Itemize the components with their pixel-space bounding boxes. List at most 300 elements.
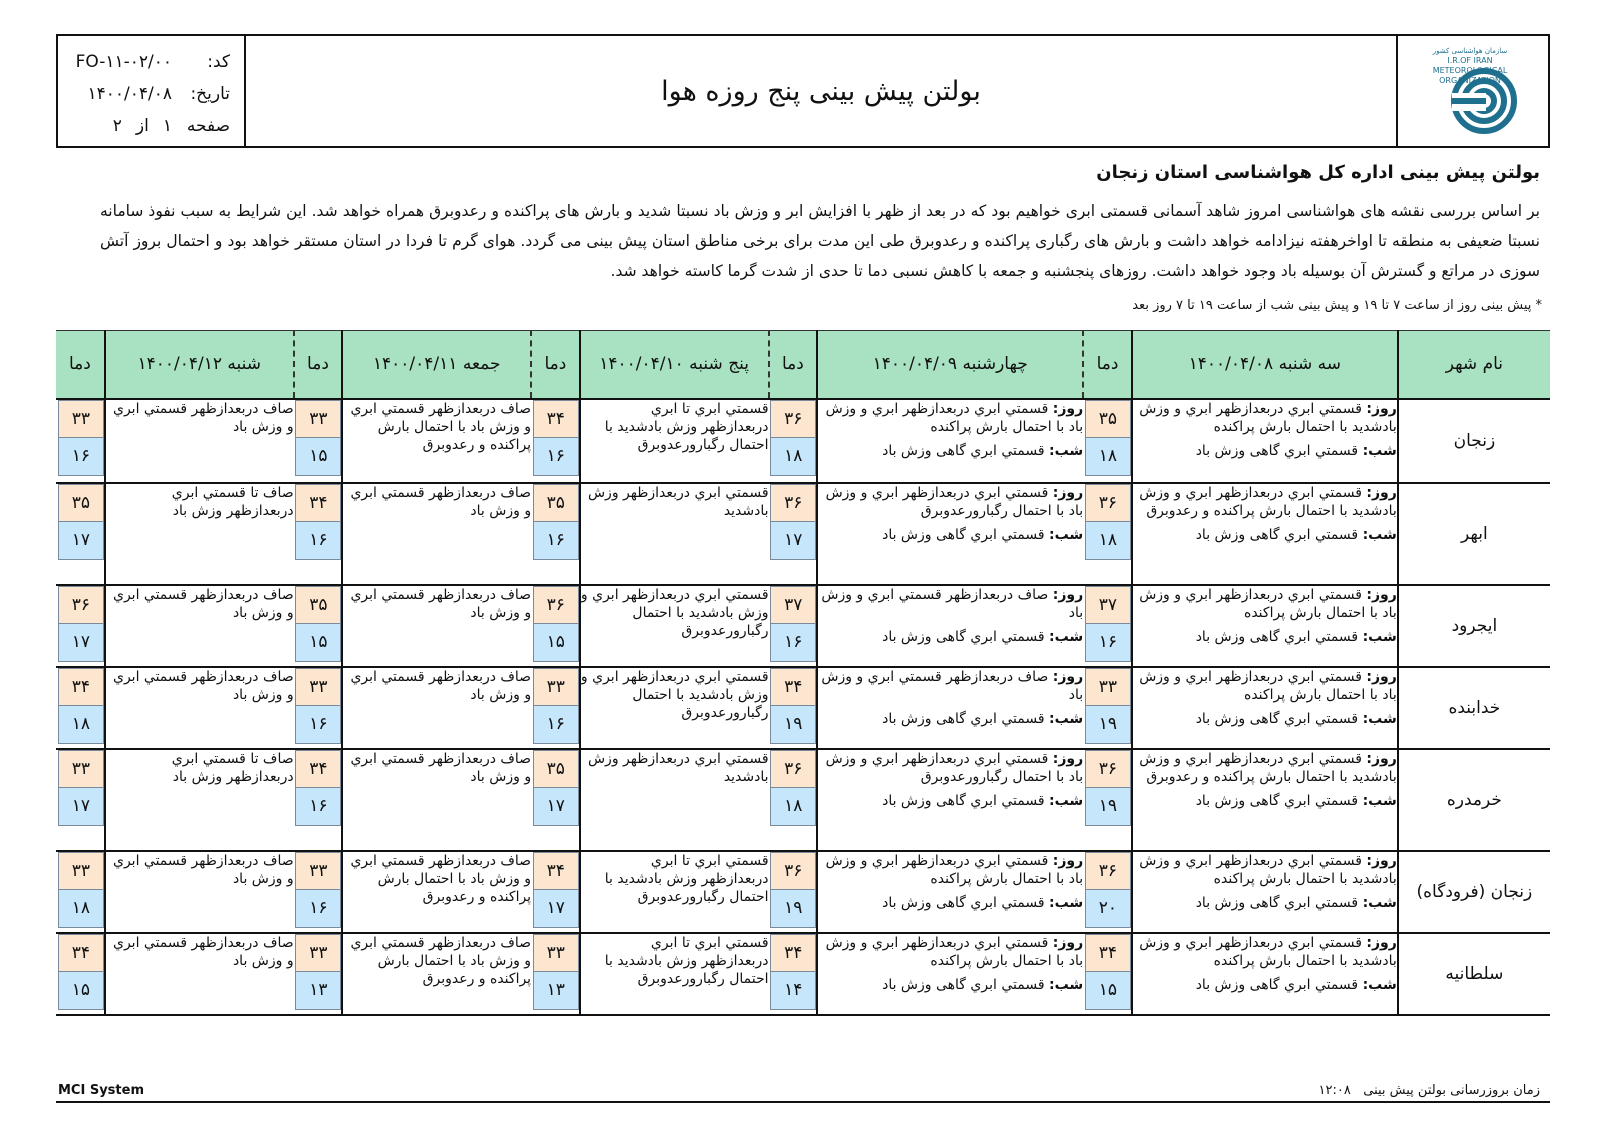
forecast-description xyxy=(580,933,769,1015)
forecast-description xyxy=(817,585,1083,667)
meteorological-organization-logo xyxy=(1396,36,1548,146)
max-temperature: ۳۵ xyxy=(295,586,341,624)
forecast-text: صاف دربعدازظهر قسمتي ابري و وزش باد xyxy=(112,668,294,703)
city-name: زنجان xyxy=(1398,399,1550,483)
max-temperature: ۳۶ xyxy=(1085,852,1131,890)
temperature-cell xyxy=(56,483,105,585)
night-forecast-text: قسمتي ابري گاهی وزش باد xyxy=(1195,792,1359,809)
date-value: ۱۴۰۰/۰۴/۰۸ xyxy=(87,84,172,104)
night-label: شب: xyxy=(1362,894,1397,911)
day-forecast xyxy=(818,852,1083,888)
night-forecast xyxy=(818,628,1083,646)
min-temperature: ۱۵ xyxy=(295,624,341,662)
day-forecast-text: قسمتي ابري دربعدازظهر ابري و وزش باد با احتمال رگبارورعدوبرق xyxy=(825,750,1084,785)
forecast-text: صاف دربعدازظهر قسمتي ابري و وزش باد xyxy=(112,934,294,969)
temperature-cell xyxy=(56,749,105,851)
day-forecast-text: صاف دربعدازظهر قسمتي ابري و وزش باد xyxy=(821,586,1084,621)
forecast-text: صاف دربعدازظهر قسمتي ابري و وزش باد xyxy=(350,750,532,785)
night-label: شب: xyxy=(1362,792,1397,809)
max-temperature: ۳۳ xyxy=(295,400,341,438)
day-label: روز: xyxy=(1052,750,1084,767)
forecast-description xyxy=(1132,851,1398,933)
day-forecast-text: قسمتي ابري دربعدازظهر ابري و وزش بادشدید با احتمال بارش پراکنده xyxy=(1139,400,1397,435)
day-forecast-text: قسمتي ابري دربعدازظهر ابري و وزش باد با احتمال بارش پراکنده xyxy=(1139,668,1397,703)
page-current: ۱ xyxy=(162,116,172,136)
day-forecast-text: قسمتي ابري دربعدازظهر ابري و وزش بادشدید با احتمال بارش پراکنده xyxy=(1139,852,1397,887)
page-of: از xyxy=(135,116,149,136)
temperature-cell xyxy=(294,483,343,585)
update-label: زمان بروزرسانی بولتن پیش بینی xyxy=(1363,1083,1540,1098)
day-forecast xyxy=(818,586,1083,622)
temperature-cell xyxy=(531,933,580,1015)
bulletin-header xyxy=(56,34,1550,148)
max-temperature: ۳۴ xyxy=(58,934,104,972)
table-row xyxy=(56,483,1550,585)
forecast-text: قسمتي ابري دربعدازظهر وزش بادشدید xyxy=(587,750,769,785)
day-forecast xyxy=(818,400,1083,436)
city-name: ایجرود xyxy=(1398,585,1550,667)
forecast-description xyxy=(105,399,294,483)
city-name: ابهر xyxy=(1398,483,1550,585)
forecast-description xyxy=(817,667,1083,749)
day-forecast xyxy=(818,934,1083,970)
forecast-text: صاف دربعدازظهر قسمتي ابري و وزش باد با احتمال بارش پراکنده و رعدوبرق xyxy=(350,400,532,453)
city-column-header: نام شهر xyxy=(1398,331,1550,399)
temperature-cell xyxy=(769,483,818,585)
min-temperature: ۱۵ xyxy=(533,624,579,662)
forecast-text: قسمتي ابري تا ابري دربعدازظهر وزش بادشدید با احتمال رگبارورعدوبرق xyxy=(604,852,769,905)
temp-header-2: دما xyxy=(769,331,818,399)
night-forecast xyxy=(818,442,1083,460)
day-forecast xyxy=(1133,484,1397,520)
temp-header-3: دما xyxy=(531,331,580,399)
temperature-cell xyxy=(1083,933,1132,1015)
city-name: زنجان (فرودگاه) xyxy=(1398,851,1550,933)
max-temperature: ۳۵ xyxy=(533,484,579,522)
max-temperature: ۳۳ xyxy=(295,668,341,706)
day-forecast-text: قسمتي ابري دربعدازظهر ابري و وزش بادشدید با احتمال بارش پراکنده xyxy=(1139,934,1397,969)
day-forecast-text: قسمتي ابري دربعدازظهر ابري و وزش باد با احتمال بارش پراکنده xyxy=(825,934,1084,969)
temperature-cell xyxy=(56,851,105,933)
forecast-description xyxy=(105,933,294,1015)
date-label: تاریخ: xyxy=(190,84,230,104)
forecast-text: قسمتي ابري دربعدازظهر ابري و وزش بادشدید با احتمال رگبارورعدوبرق xyxy=(580,668,769,721)
max-temperature: ۳۴ xyxy=(58,668,104,706)
night-forecast xyxy=(818,976,1083,994)
day-header-4: جمعه ۱۴۰۰/۰۴/۱۱ xyxy=(342,331,531,399)
night-label: شب: xyxy=(1362,526,1397,543)
forecast-description xyxy=(817,399,1083,483)
day-forecast-text: قسمتي ابري دربعدازظهر ابري و وزش باد با احتمال رگبارورعدوبرق xyxy=(825,484,1084,519)
min-temperature: ۱۶ xyxy=(295,706,341,744)
max-temperature: ۳۴ xyxy=(295,484,341,522)
day-label: روز: xyxy=(1366,400,1397,417)
night-label: شب: xyxy=(1362,976,1397,993)
system-name: MCI System xyxy=(58,1083,144,1098)
table-header-row xyxy=(56,331,1550,399)
min-temperature: ۱۸ xyxy=(1085,522,1131,560)
min-temperature: ۱۷ xyxy=(533,788,579,826)
min-temperature: ۱۶ xyxy=(295,788,341,826)
max-temperature: ۳۷ xyxy=(1085,586,1131,624)
temperature-cell xyxy=(294,851,343,933)
forecast-description xyxy=(105,749,294,851)
min-temperature: ۱۶ xyxy=(58,438,104,476)
forecast-text: قسمتي ابري تا ابري دربعدازظهر وزش بادشدید با احتمال رگبارورعدوبرق xyxy=(604,400,769,453)
day-label: روز: xyxy=(1052,934,1084,951)
temperature-cell xyxy=(531,585,580,667)
day-forecast xyxy=(1133,934,1397,970)
day-label: روز: xyxy=(1052,484,1084,501)
night-forecast xyxy=(1133,526,1397,544)
forecast-description xyxy=(580,585,769,667)
table-row xyxy=(56,667,1550,749)
logo-text-meteorological: METEOROLOGICAL xyxy=(1432,66,1508,75)
min-temperature: ۱۷ xyxy=(58,788,104,826)
city-name: سلطانیه xyxy=(1398,933,1550,1015)
forecast-description xyxy=(105,483,294,585)
temperature-cell xyxy=(294,585,343,667)
day-label: روز: xyxy=(1366,586,1397,603)
min-temperature: ۱۳ xyxy=(533,972,579,1010)
forecast-description xyxy=(580,851,769,933)
night-forecast-text: قسمتي ابري گاهی وزش باد xyxy=(1195,442,1359,459)
night-forecast xyxy=(1133,792,1397,810)
night-label: شب: xyxy=(1362,710,1397,727)
night-label: شب: xyxy=(1048,628,1084,645)
temperature-cell xyxy=(1083,399,1132,483)
night-forecast-text: قسمتي ابري گاهی وزش باد xyxy=(1195,710,1359,727)
forecast-text: صاف تا قسمتي ابري دربعدازظهر وزش باد xyxy=(171,750,294,785)
max-temperature: ۳۷ xyxy=(770,586,816,624)
max-temperature: ۳۳ xyxy=(533,668,579,706)
max-temperature: ۳۶ xyxy=(770,484,816,522)
max-temperature: ۳۴ xyxy=(1085,934,1131,972)
night-label: شب: xyxy=(1048,526,1084,543)
min-temperature: ۱۵ xyxy=(58,972,104,1010)
city-name: خرمدره xyxy=(1398,749,1550,851)
temp-header-1: دما xyxy=(1083,331,1132,399)
max-temperature: ۳۳ xyxy=(295,934,341,972)
forecast-text: صاف تا قسمتي ابري دربعدازظهر وزش باد xyxy=(171,484,294,519)
day-forecast xyxy=(1133,400,1397,436)
night-forecast xyxy=(818,894,1083,912)
page-label: صفحه xyxy=(186,116,230,136)
night-forecast xyxy=(1133,628,1397,646)
day-forecast-text: قسمتي ابري دربعدازظهر ابري و وزش باد با احتمال بارش پراکنده xyxy=(825,400,1084,435)
temperature-cell xyxy=(769,851,818,933)
night-forecast-text: قسمتي ابري گاهی وزش باد xyxy=(882,894,1045,911)
code-row xyxy=(58,46,230,78)
forecast-description xyxy=(105,851,294,933)
day-forecast-text: قسمتي ابري دربعدازظهر ابري و وزش باد با احتمال بارش پراکنده xyxy=(1139,586,1397,621)
forecast-description xyxy=(580,483,769,585)
temperature-cell xyxy=(531,749,580,851)
day-label: روز: xyxy=(1052,852,1084,869)
forecast-description xyxy=(1132,749,1398,851)
day-header-3: پنج شنبه ۱۴۰۰/۰۴/۱۰ xyxy=(580,331,769,399)
max-temperature: ۳۴ xyxy=(533,400,579,438)
forecast-description xyxy=(1132,585,1398,667)
night-label: شب: xyxy=(1048,442,1084,459)
day-label: روز: xyxy=(1366,852,1397,869)
temperature-cell xyxy=(769,749,818,851)
forecast-description xyxy=(105,667,294,749)
forecast-text: قسمتي ابري دربعدازظهر وزش بادشدید xyxy=(587,484,769,519)
forecast-description xyxy=(342,933,531,1015)
night-label: شب: xyxy=(1362,442,1397,459)
forecast-description xyxy=(1132,399,1398,483)
max-temperature: ۳۴ xyxy=(533,852,579,890)
forecast-description xyxy=(1132,667,1398,749)
intro-title: بولتن پیش بینی اداره کل هواشناسی استان زنجان xyxy=(1096,162,1540,183)
min-temperature: ۱۸ xyxy=(770,438,816,476)
min-temperature: ۱۷ xyxy=(533,890,579,928)
temperature-cell xyxy=(56,585,105,667)
max-temperature: ۳۶ xyxy=(770,750,816,788)
forecast-description xyxy=(817,933,1083,1015)
day-forecast xyxy=(1133,750,1397,786)
min-temperature: ۱۸ xyxy=(58,706,104,744)
day-header-1: سه شنبه ۱۴۰۰/۰۴/۰۸ xyxy=(1132,331,1398,399)
temperature-cell xyxy=(1083,483,1132,585)
night-forecast-text: قسمتي ابري گاهی وزش باد xyxy=(1195,526,1359,543)
forecast-text: صاف دربعدازظهر قسمتي ابري و وزش باد xyxy=(112,586,294,621)
day-forecast-text: قسمتي ابري دربعدازظهر ابري و وزش بادشدید با احتمال بارش پراکنده و رعدوبرق xyxy=(1139,484,1397,519)
forecast-text: صاف دربعدازظهر قسمتي ابري و وزش باد xyxy=(350,668,532,703)
logo-text-iran: I.R.OF IRAN xyxy=(1447,56,1493,65)
night-forecast-text: قسمتي ابري گاهی وزش باد xyxy=(1195,894,1359,911)
code-label: کد: xyxy=(207,52,230,72)
day-forecast xyxy=(818,484,1083,520)
max-temperature: ۳۳ xyxy=(533,934,579,972)
forecast-description xyxy=(342,667,531,749)
night-forecast-text: قسمتي ابري گاهی وزش باد xyxy=(1195,976,1359,993)
min-temperature: ۱۳ xyxy=(295,972,341,1010)
night-label: شب: xyxy=(1048,710,1084,727)
min-temperature: ۱۹ xyxy=(770,890,816,928)
forecast-description xyxy=(580,667,769,749)
min-temperature: ۱۸ xyxy=(1085,438,1131,476)
min-temperature: ۱۶ xyxy=(770,624,816,662)
day-label: روز: xyxy=(1366,668,1397,685)
night-forecast xyxy=(818,710,1083,728)
day-label: روز: xyxy=(1052,586,1084,603)
day-label: روز: xyxy=(1366,750,1397,767)
forecast-text: صاف دربعدازظهر قسمتي ابري و وزش باد xyxy=(112,400,294,435)
table-row xyxy=(56,399,1550,483)
temperature-cell xyxy=(1083,585,1132,667)
forecast-text: صاف دربعدازظهر قسمتي ابري و وزش باد xyxy=(350,586,532,621)
forecast-text: صاف دربعدازظهر قسمتي ابري و وزش باد با احتمال بارش پراکنده و رعدوبرق xyxy=(350,934,532,987)
logo-text-fa: سازمان هواشناسی کشور xyxy=(1432,47,1508,55)
intro-text: بر اساس بررسی نقشه های هواشناسی امروز شاهد آسمانی قسمتی ابری خواهیم بود که در بعد از ظهر با افزایش ابر و وزش باد نسبتا شدید و بارش های پراکنده و رعدوبرق همراه خواهد شد. این شرایط به سبب نفوذ سامانه نسبتا ضعیفی به منطقه تا اواخرهفته نیزادامه خواهد داشت و بارش های رگباری پراکنده و رعدوبرق طی این مدت برای برخی مناطق استان پیش بینی می گردد. هوای گرم تا فردا در استان مستقر خواهد بود و احتمال بروز آتش سوزی در مراتع و گسترش آن بوسیله باد وجود خواهد داشت. روزهای پنجشنبه و جمعه با کاهش نسبی دما تا حدی از شدت گرما کاسته خواهد شد. xyxy=(100,202,1540,280)
night-forecast-text: قسمتي ابري گاهی وزش باد xyxy=(882,526,1045,543)
night-forecast-text: قسمتي ابري گاهی وزش باد xyxy=(882,710,1045,727)
table-row xyxy=(56,933,1550,1015)
temperature-cell xyxy=(56,399,105,483)
min-temperature: ۱۵ xyxy=(1085,972,1131,1010)
max-temperature: ۳۳ xyxy=(58,400,104,438)
temp-header-5: دما xyxy=(56,331,105,399)
min-temperature: ۱۹ xyxy=(1085,706,1131,744)
min-temperature: ۱۶ xyxy=(533,706,579,744)
day-forecast xyxy=(1133,852,1397,888)
forecast-text: صاف دربعدازظهر قسمتي ابري و وزش باد xyxy=(112,852,294,887)
temperature-cell xyxy=(769,585,818,667)
temperature-cell xyxy=(294,399,343,483)
forecast-description xyxy=(105,585,294,667)
night-label: شب: xyxy=(1048,792,1084,809)
update-time-info xyxy=(1319,1083,1540,1098)
night-forecast xyxy=(1133,976,1397,994)
day-forecast xyxy=(818,750,1083,786)
max-temperature: ۳۳ xyxy=(58,750,104,788)
temperature-cell xyxy=(1083,667,1132,749)
page-title: بولتن پیش بینی پنج روزه هوا xyxy=(661,75,981,107)
min-temperature: ۱۶ xyxy=(533,522,579,560)
forecast-text: قسمتي ابري دربعدازظهر ابري و وزش بادشدید با احتمال رگبارورعدوبرق xyxy=(580,586,769,639)
footer-divider xyxy=(56,1101,1550,1103)
temperature-cell xyxy=(531,483,580,585)
forecast-description xyxy=(817,483,1083,585)
min-temperature: ۱۷ xyxy=(58,624,104,662)
min-temperature: ۱۷ xyxy=(770,522,816,560)
update-time: ۱۲:۰۸ xyxy=(1318,1083,1351,1098)
max-temperature: ۳۶ xyxy=(1085,750,1131,788)
temperature-cell xyxy=(769,933,818,1015)
page-total: ۲ xyxy=(112,116,122,136)
max-temperature: ۳۳ xyxy=(1085,668,1131,706)
forecast-description xyxy=(342,749,531,851)
day-label: روز: xyxy=(1366,484,1397,501)
night-forecast-text: قسمتي ابري گاهی وزش باد xyxy=(882,976,1045,993)
min-temperature: ۱۸ xyxy=(58,890,104,928)
min-temperature: ۱۴ xyxy=(770,972,816,1010)
min-temperature: ۱۹ xyxy=(1085,788,1131,826)
day-header-5: شنبه ۱۴۰۰/۰۴/۱۲ xyxy=(105,331,294,399)
day-forecast-text: قسمتي ابري دربعدازظهر ابري و وزش بادشدید با احتمال بارش پراکنده و رعدوبرق xyxy=(1139,750,1397,785)
max-temperature: ۳۴ xyxy=(770,934,816,972)
max-temperature: ۳۴ xyxy=(295,750,341,788)
temperature-cell xyxy=(531,399,580,483)
forecast-description xyxy=(342,399,531,483)
forecast-description xyxy=(1132,483,1398,585)
forecast-description xyxy=(817,851,1083,933)
night-forecast-text: قسمتي ابري گاهی وزش باد xyxy=(882,792,1045,809)
max-temperature: ۳۳ xyxy=(295,852,341,890)
night-forecast-text: قسمتي ابري گاهی وزش باد xyxy=(882,442,1045,459)
min-temperature: ۱۶ xyxy=(295,522,341,560)
day-label: روز: xyxy=(1052,400,1084,417)
table-row xyxy=(56,585,1550,667)
night-forecast xyxy=(818,792,1083,810)
temperature-cell xyxy=(769,667,818,749)
max-temperature: ۳۶ xyxy=(1085,484,1131,522)
min-temperature: ۱۸ xyxy=(770,788,816,826)
forecast-description xyxy=(342,483,531,585)
city-name: خدابنده xyxy=(1398,667,1550,749)
forecast-table xyxy=(56,330,1550,1016)
night-label: شب: xyxy=(1048,976,1084,993)
logo-text-organization: ORGANIZATION xyxy=(1439,76,1501,85)
forecast-description xyxy=(342,851,531,933)
temperature-cell xyxy=(56,667,105,749)
code-value: FO-۱۱-۰۲/۰۰ xyxy=(75,52,172,72)
temperature-cell xyxy=(531,851,580,933)
max-temperature: ۳۵ xyxy=(58,484,104,522)
temperature-cell xyxy=(294,749,343,851)
day-forecast xyxy=(1133,668,1397,704)
day-header-2: چهارشنبه ۱۴۰۰/۰۴/۰۹ xyxy=(817,331,1083,399)
forecast-description xyxy=(817,749,1083,851)
forecast-description xyxy=(342,585,531,667)
night-forecast-text: قسمتي ابري گاهی وزش باد xyxy=(1195,628,1359,645)
max-temperature: ۳۵ xyxy=(533,750,579,788)
min-temperature: ۱۶ xyxy=(295,890,341,928)
night-label: شب: xyxy=(1362,628,1397,645)
forecast-text: صاف دربعدازظهر قسمتي ابري و وزش باد xyxy=(350,484,532,519)
date-row xyxy=(58,78,230,110)
max-temperature: ۳۶ xyxy=(533,586,579,624)
day-label: روز: xyxy=(1052,668,1084,685)
max-temperature: ۳۳ xyxy=(58,852,104,890)
table-row xyxy=(56,749,1550,851)
max-temperature: ۳۶ xyxy=(770,852,816,890)
max-temperature: ۳۶ xyxy=(770,400,816,438)
forecast-text: صاف دربعدازظهر قسمتي ابري و وزش باد با احتمال بارش پراکنده و رعدوبرق xyxy=(350,852,532,905)
day-forecast-text: قسمتي ابري دربعدازظهر ابري و وزش باد با احتمال بارش پراکنده xyxy=(825,852,1084,887)
page-row xyxy=(58,110,230,142)
min-temperature: ۱۵ xyxy=(295,438,341,476)
max-temperature: ۳۶ xyxy=(58,586,104,624)
max-temperature: ۳۵ xyxy=(1085,400,1131,438)
night-forecast xyxy=(1133,894,1397,912)
forecast-description xyxy=(580,749,769,851)
temperature-cell xyxy=(294,667,343,749)
temperature-cell xyxy=(294,933,343,1015)
min-temperature: ۲۰ xyxy=(1085,890,1131,928)
forecast-description xyxy=(580,399,769,483)
temperature-cell xyxy=(56,933,105,1015)
night-forecast-text: قسمتي ابري گاهی وزش باد xyxy=(882,628,1045,645)
temperature-cell xyxy=(531,667,580,749)
min-temperature: ۱۹ xyxy=(770,706,816,744)
document-meta xyxy=(58,36,246,146)
day-label: روز: xyxy=(1366,934,1397,951)
min-temperature: ۱۶ xyxy=(1085,624,1131,662)
forecast-text: قسمتي ابري تا ابري دربعدازظهر وزش بادشدید با احتمال رگبارورعدوبرق xyxy=(604,934,769,987)
temperature-cell xyxy=(1083,851,1132,933)
day-forecast-text: صاف دربعدازظهر قسمتي ابري و وزش باد xyxy=(821,668,1084,703)
night-forecast xyxy=(818,526,1083,544)
night-label: شب: xyxy=(1048,894,1084,911)
forecast-table-body xyxy=(56,399,1550,1015)
day-forecast xyxy=(818,668,1083,704)
temperature-cell xyxy=(769,399,818,483)
max-temperature: ۳۴ xyxy=(770,668,816,706)
forecast-time-note: * پیش بینی روز از ساعت ۷ تا ۱۹ و پیش بینی شب از ساعت ۱۹ تا ۷ روز بعد xyxy=(1132,298,1542,313)
forecast-description xyxy=(1132,933,1398,1015)
night-forecast xyxy=(1133,442,1397,460)
min-temperature: ۱۷ xyxy=(58,522,104,560)
day-forecast xyxy=(1133,586,1397,622)
temperature-cell xyxy=(1083,749,1132,851)
night-forecast xyxy=(1133,710,1397,728)
table-row xyxy=(56,851,1550,933)
min-temperature: ۱۶ xyxy=(533,438,579,476)
temp-header-4: دما xyxy=(294,331,343,399)
